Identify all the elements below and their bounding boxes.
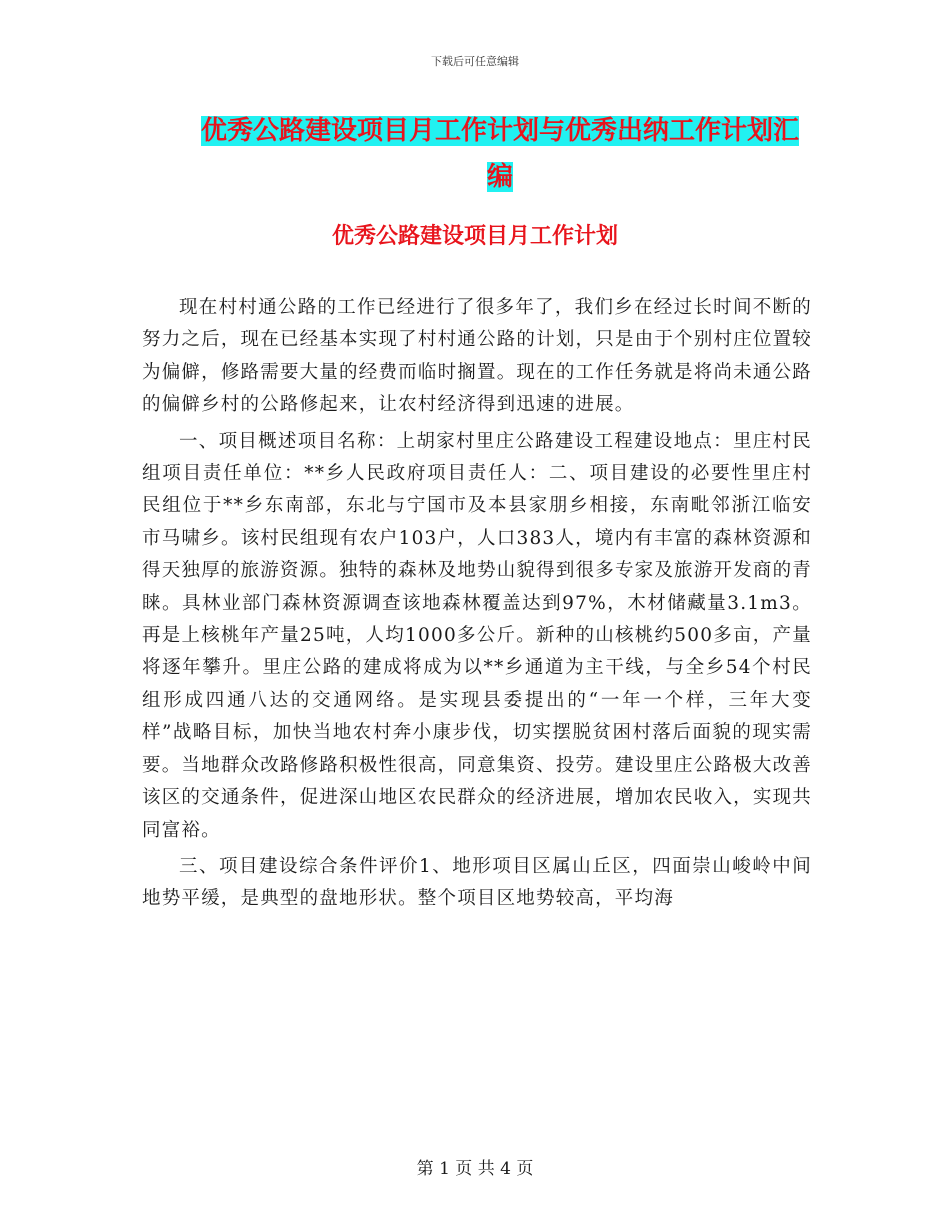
- main-title-text: 优秀公路建设项目月工作计划与优秀出纳工作计划汇编: [200, 116, 799, 192]
- paragraph-conditions: 三、项目建设综合条件评价1、地形项目区属山丘区，四面崇山峻岭中间地势平缓，是典型的盘地形状。整个项目区地势较高，平均海: [142, 855, 812, 910]
- section-title: 优秀公路建设项目月工作计划: [331, 224, 618, 249]
- page-footer: 第 1 页 共 4 页: [416, 1159, 534, 1179]
- document-body: [142, 292, 812, 920]
- document-main-title: [190, 108, 810, 200]
- paragraph-intro: 现在村村通公路的工作已经进行了很多年了，我们乡在经过长时间不断的努力之后，现在已经基本实现了村村通公路的计划，只是由于个别村庄位置较为偏僻，修路需要大量的经费而临时搁置。现在的工作任务就是将尚未通公路的偏僻乡村的公路修起来，让农村经济得到迅速的进展。: [142, 297, 812, 416]
- paragraph-project-overview: 一、项目概述项目名称：上胡家村里庄公路建设工程建设地点：里庄村民组项目责任单位：**乡人民政府项目责任人：二、项目建设的必要性里庄村民组位于**乡东南部，东北与宁国市及本县家朋乡相接，东南毗邻浙江临安市马啸乡。该村民组现有农户103户，人口383人，境内有丰富的森林资源和得天独厚的旅游资源。独特的森林及地势山貌得到很多专家及旅游开发商的青睐。具林业部门森林资源调查该地森林覆盖达到97%，木材储藏量3.1m3。再是上核桃年产量25吨，人均1000多公斤。新种的山核桃约500多亩，产量将逐年攀升。里庄公路的建成将成为以**乡通道为主干线，与全乡54个村民组形成四通八达的交通网络。是实现县委提出的“一年一个样，三年大变样”战略目标，加快当地农村奔小康步伐，切实摆脱贫困村落后面貌的现实需要。当地群众改路修路积极性很高，同意集资、投劳。建设里庄公路极大改善该区的交通条件，促进深山地区农民群众的经济进展，增加农民收入，实现共同富裕。: [142, 430, 812, 841]
- header-note: 下载后可任意编辑: [431, 55, 519, 68]
